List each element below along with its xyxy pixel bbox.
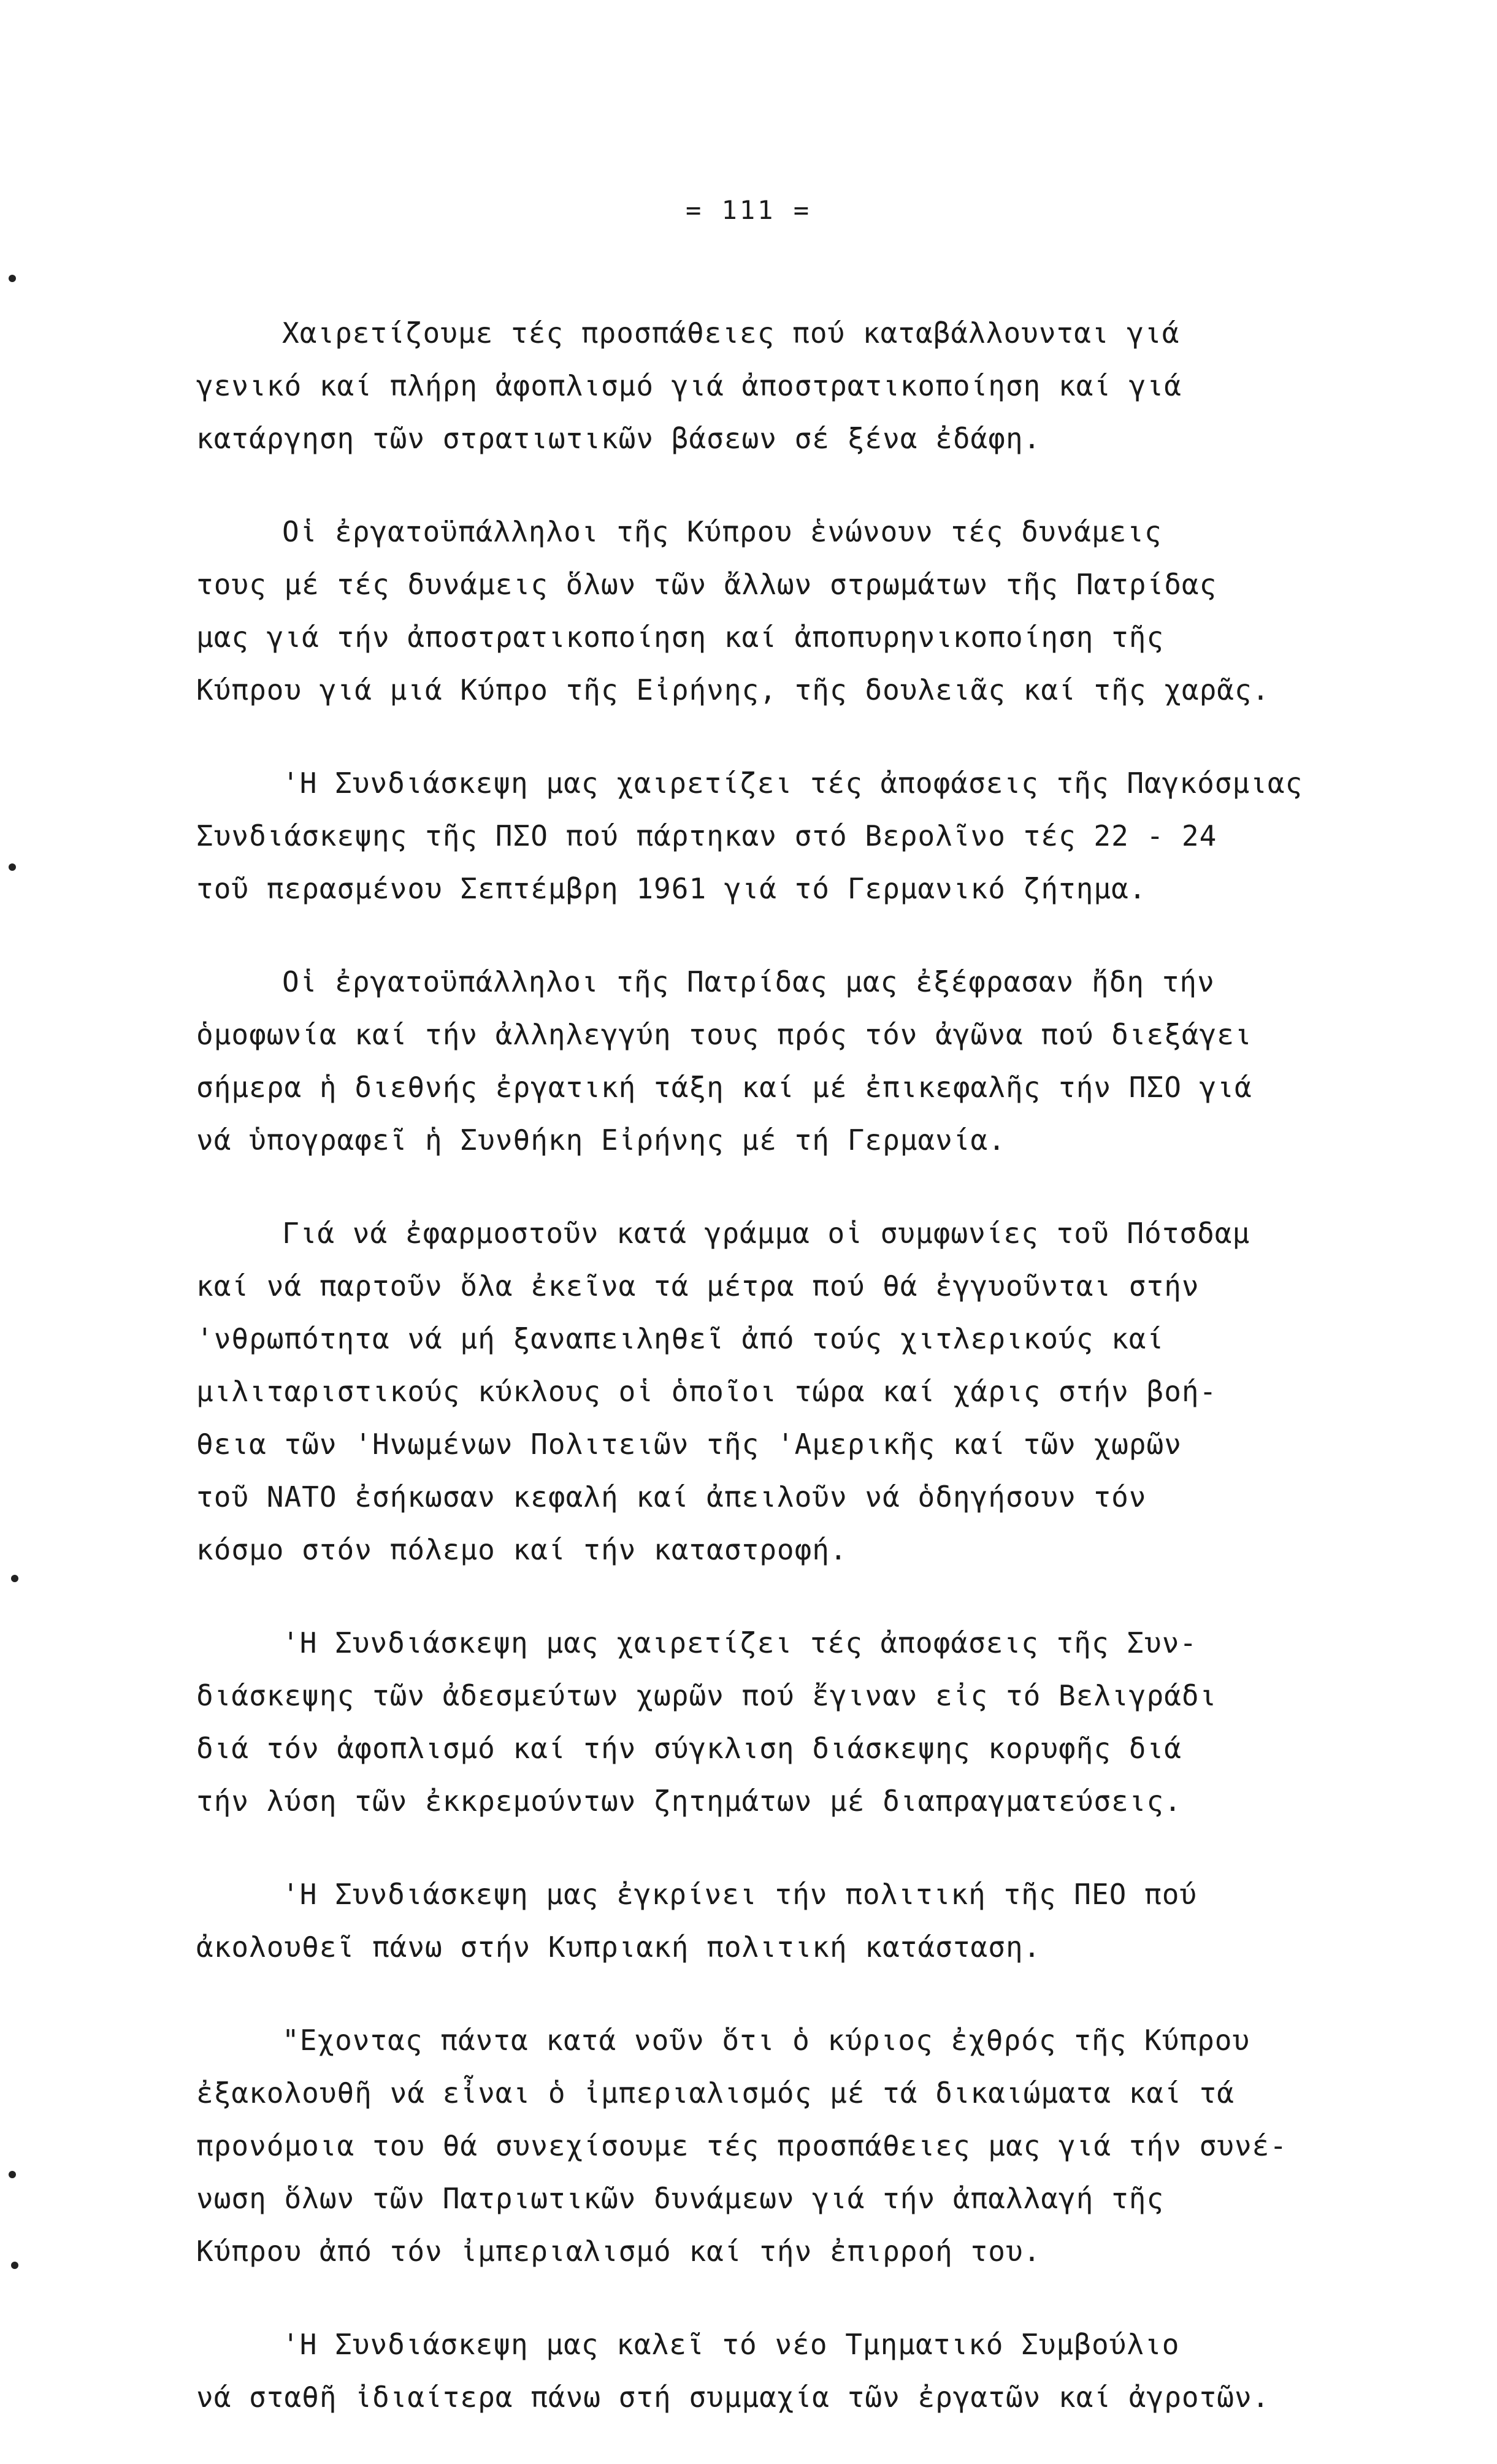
text-line: μιλιταριστικούς κύκλους οἱ ὁποῖοι τώρα καί χάρις στήν βοή- xyxy=(196,1375,1217,1408)
text-line: σήμερα ἡ διεθνής ἐργατική τάξη καί μέ ἐπικεφαλῆς τήν ΠΣΟ γιά xyxy=(196,1071,1252,1104)
text-line: 'νθρωπότητα νά μή ξαναπειληθεῖ ἀπό τούς χιτλερικούς καί xyxy=(196,1322,1165,1355)
text-line: ὁμοφωνία καί τήν ἀλληλεγγύη τους πρός τόν ἀγῶνα πού διεξάγει xyxy=(196,1018,1252,1051)
text-line: γενικό καί πλήρη ἀφοπλισμό γιά ἀποστρατικοποίηση καί γιά xyxy=(196,369,1182,402)
text-line: Οἱ ἐργατοϋπάλληλοι τῆς Πατρίδας μας ἐξέφρασαν ἤδη τήν xyxy=(282,965,1215,998)
text-line: διάσκεψης τῶν ἀδεσμεύτων χωρῶν πού ἔγιναν εἰς τό Βελιγράδι xyxy=(196,1679,1217,1712)
paragraph-5 xyxy=(196,1207,1374,1576)
text-line: "Εχοντας πάντα κατά νοῦν ὅτι ὁ κύριος ἐχθρός τῆς Κύπρου xyxy=(282,2024,1250,2057)
margin-dot xyxy=(9,2171,16,2178)
text-line: ἐξακολουθῆ νά εἶναι ὁ ἰμπεριαλισμός μέ τά δικαιώματα καί τά xyxy=(196,2076,1235,2110)
margin-dot xyxy=(11,2262,18,2269)
paragraph-3 xyxy=(196,757,1374,915)
paragraph-6 xyxy=(196,1617,1374,1827)
text-line: μας γιά τήν ἀποστρατικοποίηση καί ἀποπυρηνικοποίηση τῆς xyxy=(196,621,1165,654)
text-line: προνόμοια του θά συνεχίσουμε τές προσπάθειες μας γιά τήν συνέ- xyxy=(196,2129,1288,2162)
text-line: Γιά νά ἐφαρμοστοῦν κατά γράμμα οἱ συμφωνίες τοῦ Πότσδαμ xyxy=(282,1217,1250,1250)
text-line: 'Η Συνδιάσκεψη μας χαιρετίζει τές ἀποφάσεις τῆς Παγκόσμιας xyxy=(282,767,1303,800)
text-line: διά τόν ἀφοπλισμό καί τήν σύγκλιση διάσκεψης κορυφῆς διά xyxy=(196,1732,1182,1765)
text-line: 'Η Συνδιάσκεψη μας καλεῖ τό νέο Τμηματικό Συμβούλιο xyxy=(282,2328,1180,2361)
text-line: νά ὑπογραφεῖ ἡ Συνθήκη Εἰρήνης μέ τή Γερμανία. xyxy=(196,1123,1006,1157)
paragraph-7 xyxy=(196,1868,1374,1973)
text-line: τοῦ ΝΑΤΟ ἐσήκωσαν κεφαλή καί ἀπειλοῦν νά ὁδηγήσουν τόν xyxy=(196,1480,1147,1513)
paragraph-2 xyxy=(196,505,1374,716)
paragraph-1 xyxy=(196,307,1374,465)
text-line: 'Η Συνδιάσκεψη μας ἐγκρίνει τήν πολιτική τῆς ΠΕΟ πού xyxy=(282,1878,1198,1911)
text-line: νωση ὅλων τῶν Πατριωτικῶν δυνάμεων γιά τήν ἀπαλλαγή τῆς xyxy=(196,2182,1165,2215)
paragraph-4 xyxy=(196,955,1374,1166)
margin-dot xyxy=(9,275,16,282)
text-line: Κύπρου γιά μιά Κύπρο τῆς Εἰρήνης, τῆς δουλειᾶς καί τῆς χαρᾶς. xyxy=(196,673,1270,706)
text-line: Κύπρου ἀπό τόν ἰμπεριαλισμό καί τήν ἐπιρροή του. xyxy=(196,2235,1041,2268)
text-line: τήν λύση τῶν ἐκκρεμούντων ζητημάτων μέ διαπραγματεύσεις. xyxy=(196,1785,1182,1818)
text-line: Συνδιάσκεψης τῆς ΠΣΟ πού πάρτηκαν στό Βερολῖνο τές 22 - 24 xyxy=(196,819,1217,852)
text-line: νά σταθῆ ἰδιαίτερα πάνω στή συμμαχία τῶν ἐργατῶν καί ἀγροτῶν. xyxy=(196,2381,1270,2414)
page-number: = 111 = xyxy=(685,195,811,225)
margin-dot xyxy=(11,1575,18,1582)
paragraph-9 xyxy=(196,2318,1374,2424)
margin-dot xyxy=(9,863,16,871)
text-line: θεια τῶν 'Ηνωμένων Πολιτειῶν τῆς 'Αμερικῆς καί τῶν χωρῶν xyxy=(196,1428,1182,1461)
text-line: Οἱ ἐργατοϋπάλληλοι τῆς Κύπρου ἑνώνουν τές δυνάμεις xyxy=(282,515,1162,548)
paragraph-8 xyxy=(196,2014,1374,2278)
text-line: κόσμο στόν πόλεμο καί τήν καταστροφή. xyxy=(196,1533,848,1566)
text-line: καί νά παρτοῦν ὅλα ἐκεῖνα τά μέτρα πού θά ἐγγυοῦνται στήν xyxy=(196,1269,1200,1303)
text-line: τοῦ περασμένου Σεπτέμβρη 1961 γιά τό Γερμανικό ζήτημα. xyxy=(196,872,1147,905)
text-line: Χαιρετίζουμε τές προσπάθειες πού καταβάλλουνται γιά xyxy=(282,316,1180,350)
text-line: ἀκολουθεῖ πάνω στήν Κυπριακή πολιτική κατάσταση. xyxy=(196,1930,1041,1964)
body-text xyxy=(196,307,1374,2464)
text-line: 'Η Συνδιάσκεψη μας χαιρετίζει τές ἀποφάσεις τῆς Συν- xyxy=(282,1626,1198,1659)
text-line: κατάργηση τῶν στρατιωτικῶν βάσεων σέ ξένα ἐδάφη. xyxy=(196,422,1041,455)
text-line: τους μέ τές δυνάμεις ὅλων τῶν ἄλλων στρωμάτων τῆς Πατρίδας xyxy=(196,568,1217,601)
